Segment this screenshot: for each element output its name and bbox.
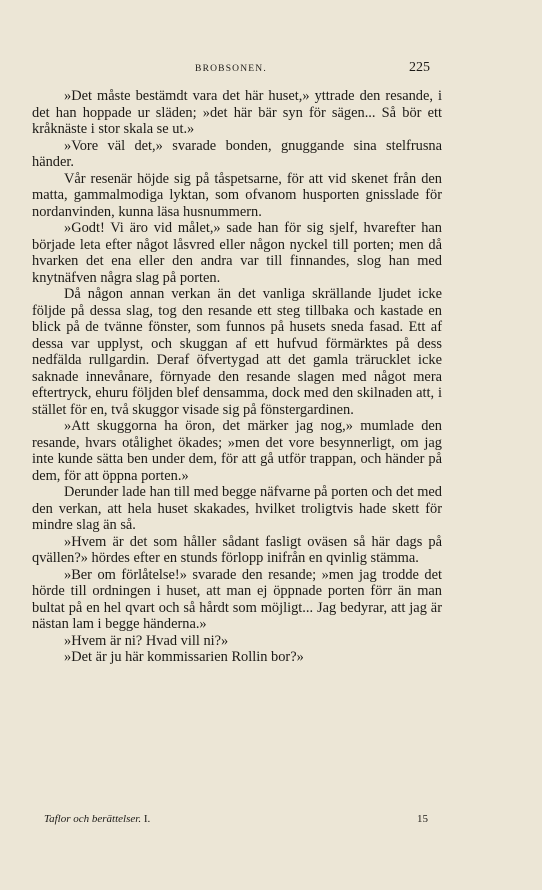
paragraph: »Det måste bestämdt vara det här huset,» yttrade den resande, i det han hoppade ur släden; »det här bär syn för sägen... Så bör ett kråknäste i stor skala se ut.»: [32, 88, 442, 137]
paragraph: Derunder lade han till med begge näfvarne på porten och det med den verkan, att hela huset skakades, hvilket troligtvis hade skett för mindre slag än så.: [32, 484, 442, 533]
signature-mark: [44, 813, 150, 825]
paragraph: »Godt! Vi äro vid målet,» sade han för sig sjelf, hvarefter han började leta efter något låsvred eller någon nyckel till porten; men då hvarken det ena eller den andra var till finnandes, slog han med knytnäfven några slag på porten.: [32, 220, 442, 286]
paragraph: »Hvem är det som håller sådant fasligt oväsen så här dags på qvällen?» hördes efter en stunds förlopp inifrån en qvinlig stämma.: [32, 533, 442, 566]
running-head: [32, 60, 430, 80]
paragraph: Då någon annan verkan än det vanliga skrällande ljudet icke följde på dessa slag, tog den resande ett steg tillbaka och kastade en blick på de tvänne fönster, som funnos på husets sneda fasad. Ett af dessa var upplyst, och skuggan af ett hufvud förmärktes på dess nedfälda rullgardin. Deraf öfvertygad att det gamla trärucklet icke saknade innevånare, förnyade den resande slagen med något mera eftertryck, ehuru följden blef densamma, dock med den skilnaden att, i stället för en, två skuggor visade sig på fönstergardinen.: [32, 286, 442, 418]
paragraph: Vår resenär höjde sig på tåspetsarne, för att vid skenet från den matta, gammalmodiga lyktan, som ofvanom husporten gnisslade för nordanvinden, kunna läsa husnummern.: [32, 170, 442, 220]
paragraph: »Det är ju här kommissarien Rollin bor?»: [64, 649, 304, 665]
page-footer: [32, 813, 428, 831]
paragraph: »Vore väl det,» svarade bonden, gnuggande sina stelfrusna händer.: [32, 137, 442, 170]
paragraph: »Hvem är ni? Hvad vill ni?»: [64, 632, 229, 649]
page-number: 225: [409, 60, 430, 75]
signature-volume: I.: [143, 813, 151, 825]
paragraph: »Ber om förlåtelse!» svarade den resande; »men jag trodde det hörde till ordningen i huset, att man ej öppnade porten förr än man bultat på en hel qvart och så hårdt som möjligt... Jag bedyrar, att jag är nästan lam i begge händerna.»: [32, 566, 442, 632]
running-title: BROBSONEN.: [195, 64, 267, 74]
signature-title: Taflor och berättelser.: [44, 813, 142, 825]
paragraph: »Att skuggorna ha öron, det märker jag nog,» mumlade den resande, hvars otålighet ökades; »men det vore besynnerligt, om jag inte kunde sätta ben under dem, för att gå utför trappan, och händer på dem, för att öppna porten.»: [32, 418, 442, 484]
body-text: [32, 88, 442, 666]
sheet-number: 15: [417, 813, 428, 825]
